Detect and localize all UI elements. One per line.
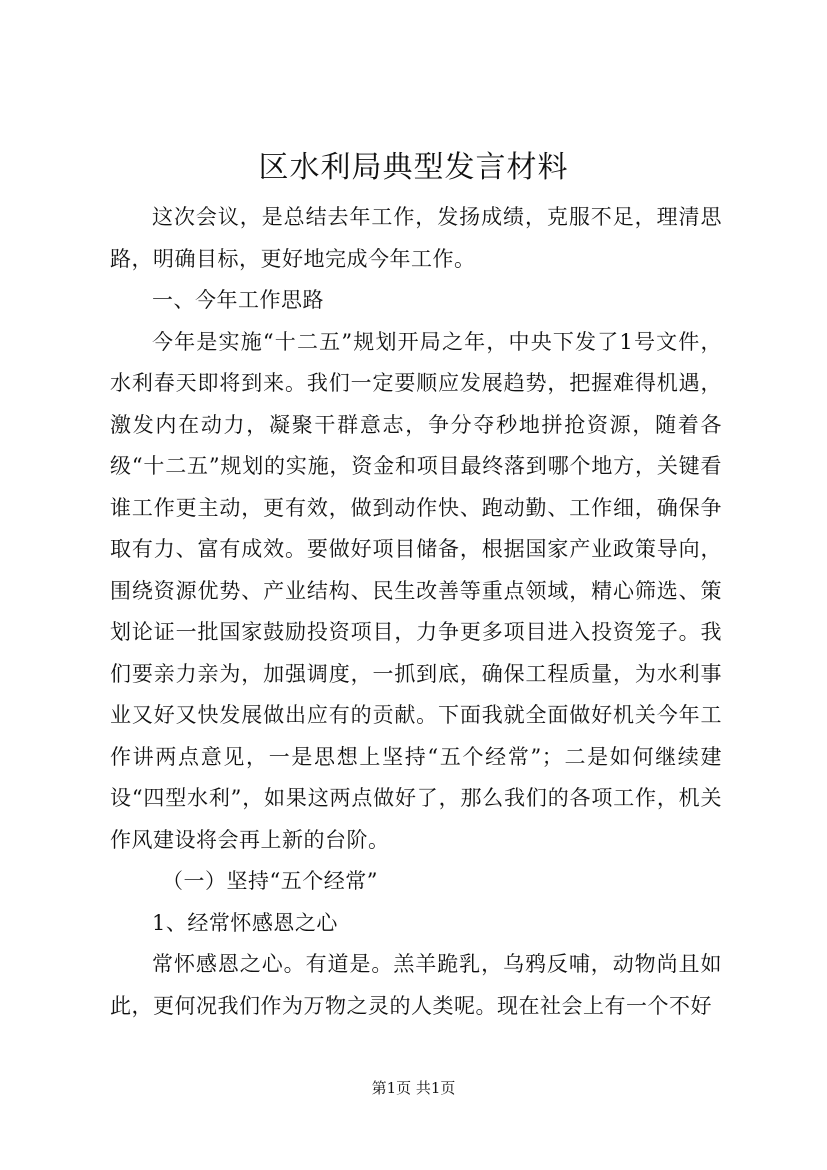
intro-paragraph: 这次会议，是总结去年工作，发扬成绩，克服不足，理清思路，明确目标，更好地完成今年工作。 <box>110 205 722 271</box>
document-title: 区水利局典型发言材料 <box>258 150 569 185</box>
page-footer: 第1页 共1页 <box>371 1079 456 1097</box>
section-heading-1: 一、今年工作思路 <box>152 288 324 312</box>
gratitude-paragraph: 常怀感恩之心。有道是。羔羊跪乳，乌鸦反哺，动物尚且如此，更何况我们作为万物之灵的人类呢。现在社会上有一个不好 <box>110 952 722 1018</box>
subsection-heading-1: （一）坚持“五个经常” <box>162 869 378 893</box>
document-body <box>110 197 722 1027</box>
main-paragraph: 今年是实施“十二五”规划开局之年，中央下发了1号文件，水利春天即将到来。我们一定要顺应发展趋势，把握难得机遇，激发内在动力，凝聚干群意志，争分夺秒地拼抢资源，随着各级“十二五”规划的实施，资金和项目最终落到哪个地方，关键看谁工作更主动，更有效，做到动作快、跑动勤、工作细，确保争取有力、富有成效。要做好项目储备，根据国家产业政策导向，围绕资源优势、产业结构、民生改善等重点领域，精心筛选、策划论证一批国家鼓励投资项目，力争更多项目进入投资笼子。我们要亲力亲为，加强调度，一抓到底，确保工程质量，为水利事业又好又快发展做出应有的贡献。下面我就全面做好机关今年工作讲两点意见，一是思想上坚持“五个经常”；二是如何继续建设“四型水利”，如果这两点做好了，那么我们的各项工作，机关作风建设将会再上新的台阶。 <box>110 329 722 852</box>
item-heading-1: 1、经常怀感恩之心 <box>152 910 338 935</box>
